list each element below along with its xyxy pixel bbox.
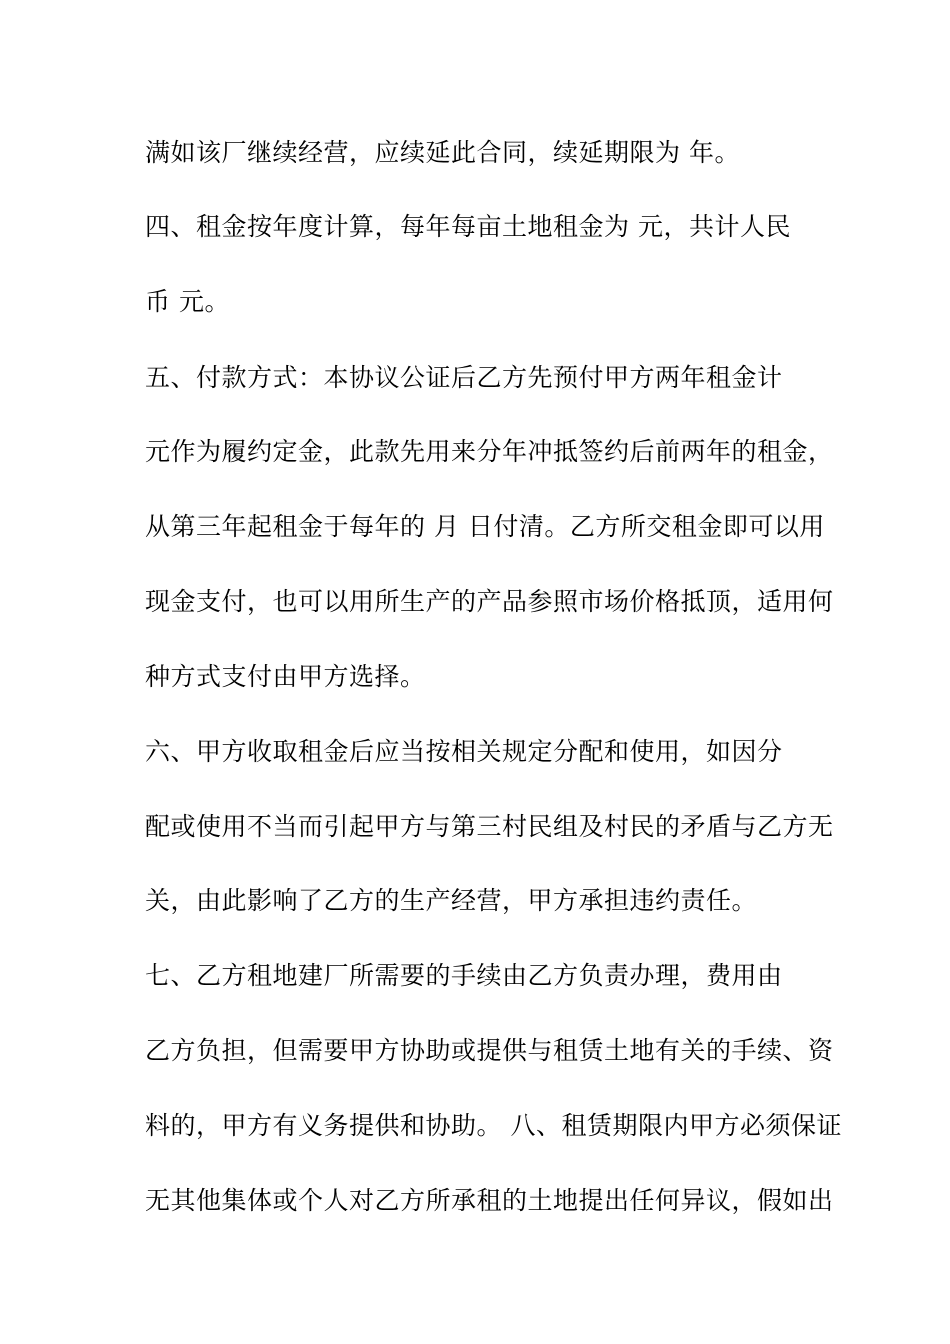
text-line-9: 六、甲方收取租金后应当按相关规定分配和使用，如因分	[145, 737, 783, 766]
text-line-13: 乙方负担，但需要甲方协助或提供与租赁土地有关的手续、资	[145, 1036, 834, 1065]
text-line-3: 币 元。	[145, 287, 230, 316]
text-line-6: 从第三年起租金于每年的 月 日付清。乙方所交租金即可以用	[145, 512, 825, 541]
text-line-11: 关，由此影响了乙方的生产经营，甲方承担违约责任。	[145, 886, 758, 915]
text-line-7: 现金支付，也可以用所生产的产品参照市场价格抵顶，适用何	[145, 587, 834, 616]
text-line-4: 五、付款方式：本协议公证后乙方先预付甲方两年租金计	[145, 363, 783, 392]
text-line-12: 七、乙方租地建厂所需要的手续由乙方负责办理，费用由	[145, 961, 783, 990]
text-line-2: 四、租金按年度计算，每年每亩土地租金为 元，共计人民	[145, 212, 791, 241]
text-line-14: 料的，甲方有义务提供和协助。 八、租赁期限内甲方必须保证	[145, 1111, 842, 1140]
text-line-5: 元作为履约定金，此款先用来分年冲抵签约后前两年的租金，	[145, 437, 834, 466]
text-line-10: 配或使用不当而引起甲方与第三村民组及村民的矛盾与乙方无	[145, 812, 834, 841]
text-line-1: 满如该厂继续经营，应续延此合同，续延期限为 年。	[145, 138, 740, 167]
text-line-15: 无其他集体或个人对乙方所承租的土地提出任何异议，假如出	[145, 1186, 834, 1215]
text-line-8: 种方式支付由甲方选择。	[145, 662, 426, 691]
